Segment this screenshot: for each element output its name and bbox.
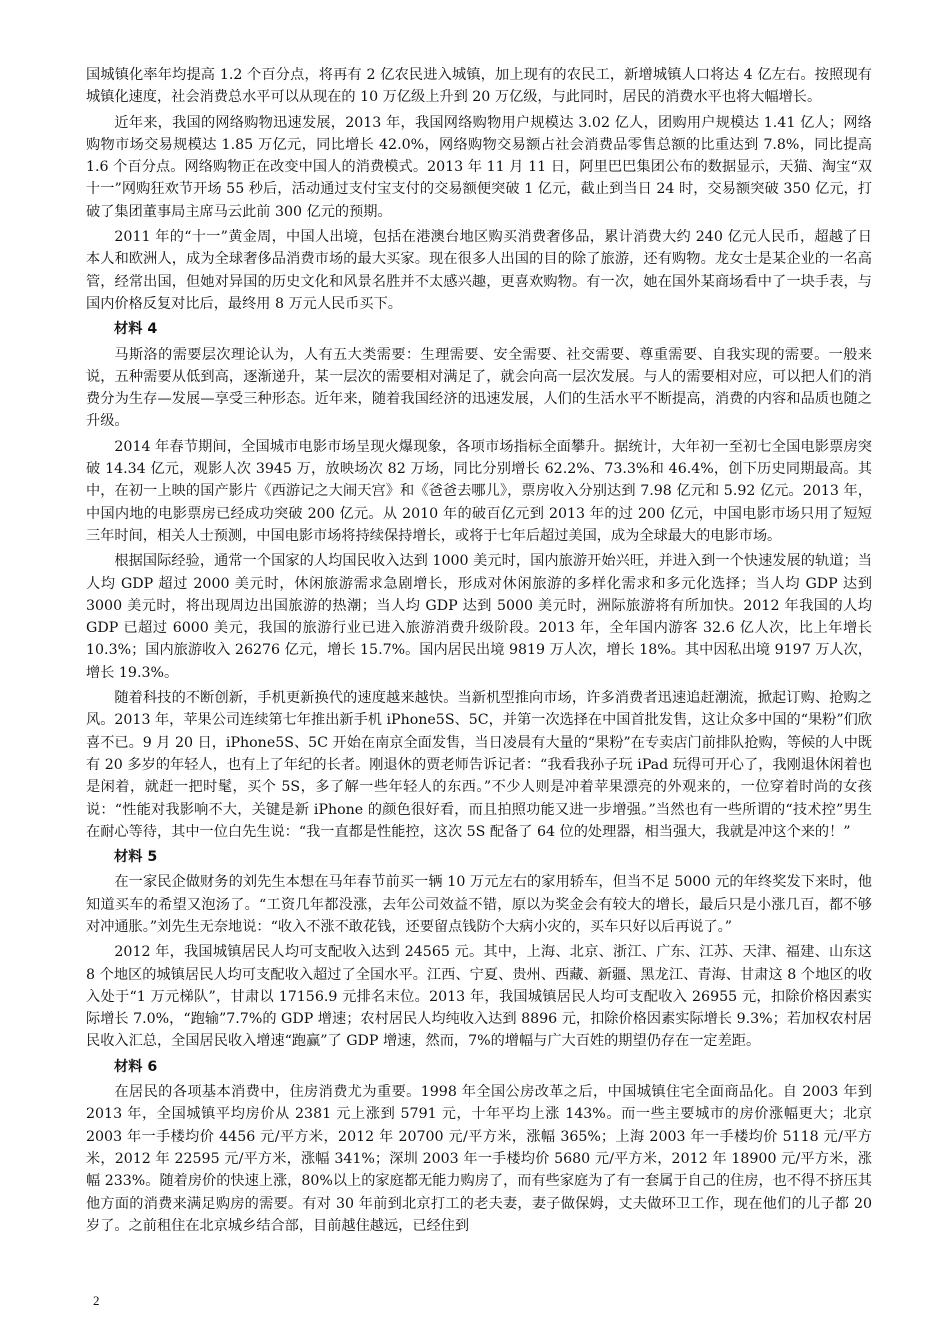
- paragraph: 2012 年，我国城镇居民人均可支配收入达到 24565 元。其中，上海、北京、浙江、广东、江苏、天津、福建、山东这 8 个地区的城镇居民人均可支配收入超过了全国水平。江西、宁夏、贵州、西藏、新疆、黑龙江、青海、甘肃这 8 个地区的收入处于“1 万元梯队”，甘肃以 17156.9 元排名末位。2013 年，我国城镇居民人均可支配收入 26955 元，扣除价格因素实际增长 7.0%，“跑输”7.7%的 GDP 增速；农村居民人均纯收入达到 8896 元，扣除价格因素实际增长 9.3%；若加权农村居民收入汇总，全国居民收入增速“跑赢”了 GDP 增速，然而，7%的增幅与广大百姓的期望仍存在一定差距。: [86, 944, 872, 1050]
- section-heading-material-6: 材料 6: [114, 1058, 158, 1075]
- paragraph: 在居民的各项基本消费中，住房消费尤为重要。1998 年全国公房改革之后，中国城镇住宅全面商品化。自 2003 年到 2013 年，全国城镇平均房价从 2381 元上涨到 5791 元，十年平均上涨 143%。而一些主要城市的房价涨幅更大；北京 2003 年一手楼均价 4456 元/平方米，2012 年 20700 元/平方米，涨幅 365%；上海 2003 年一手楼均价 5118 元/平方米，2012 年 22595 元/平方米，涨幅 341%；深圳 2003 年一手楼均价 5680 元/平方米，2012 年 18900 元/平方米，涨幅 233%。随着房价的快速上涨，80%以上的家庭都无能力购房了，而有些家庭为了有一套属于自己的住房，也不得不挤压其他方面的消费来满足购房的需要。有对 30 年前到北京打工的老夫妻，妻子做保姆，丈夫做环卫工作，现在他们的儿子都 20 岁了。之前租住在北京城乡结合部，目前越住越远，已经住到: [86, 1084, 872, 1234]
- paragraph: 2014 年春节期间，全国城市电影市场呈现火爆现象，各项市场指标全面攀升。据统计，大年初一至初七全国电影票房突破 14.34 亿元，观影人次 3945 万，放映场次 82 万场，同比分别增长 62.2%、73.3%和 46.4%，创下历史同期最高。其中，在初一上映的国产影片《西游记之大闹天宫》和《爸爸去哪儿》，票房收入分别达到 7.98 亿元和 5.92 亿元。2013 年，中国内地的电影票房已经成功突破 200 亿元。从 2010 年的破百亿元到 2013 年的过 200 亿元，中国电影市场只用了短短三年时间，相关人士预测，中国电影市场将持续保持增长，或将于七年后超过美国，成为全球最大的电影市场。: [86, 438, 872, 544]
- section-heading-material-4: 材料 4: [114, 321, 158, 338]
- section-heading-material-5: 材料 5: [114, 849, 158, 866]
- paragraph: 随着科技的不断创新，手机更新换代的速度越来越快。当新机型推向市场，许多消费者迅速追赶潮流，掀起订购、抢购之风。2013 年，苹果公司连续第七年推出新手机 iPhone5S、5C，并第一次选择在中国首批发售，这让众多中国的“果粉”们欣喜不已。9 月 20 日，iPhone5S、5C 开始在南京全面发售，当日凌晨有大量的“果粉”在专卖店门前排队抢购，等候的人中既有 20 多岁的年轻人，也有上了年纪的长者。刚退休的贾老师告诉记者：“我看我孙子玩 iPad 玩得可开心了，我刚退休闲着也是闲着，就赶一把时髦，买个 5S，多了解一些年轻人的东西。”不少人则是冲着苹果漂亮的外观来的，一位穿着时尚的女孩说：“性能对我影响不大，关键是新 iPhone 的颜色很好看，而且拍照功能又进一步增强。”当然也有一些所谓的“技术控”男生在耐心等待，其中一位白先生说：“我一直都是性能控，这次 5S 配备了 64 位的处理器，相当强大，我就是冲这个来的！”: [86, 690, 872, 840]
- document-body: [86, 64, 872, 1237]
- paragraph: 马斯洛的需要层次理论认为，人有五大类需要：生理需要、安全需要、社交需要、尊重需要、自我实现的需要。一般来说，五种需要从低到高，逐渐递升，某一层次的需要相对满足了，就会向高一层次发展。与人的需要相对应，可以把人们的消费分为生存—发展—享受三种形态。近年来，随着我国经济的迅速发展，人们的生活水平不断提高，消费的内容和品质也随之升级。: [86, 346, 872, 430]
- paragraph: 根据国际经验，通常一个国家的人均国民收入达到 1000 美元时，国内旅游开始兴旺，并进入到一个快速发展的轨道；当人均 GDP 超过 2000 美元时，休闲旅游需求急剧增长，形成对休闲旅游的多样化需求和多元化选择；当人均 GDP 达到 3000 美元时，将出现周边出国旅游的热潮；当人均 GDP 达到 5000 美元时，洲际旅游将有所加快。2012 年我国的人均 GDP 已超过 6000 美元，我国的旅游行业已进入旅游消费升级阶段。2013 年，全年国内游客 32.6 亿人次，比上年增长 10.3%；国内旅游收入 26276 亿元，增长 15.7%。国内居民出境 9819 万人次，增长 18%。其中因私出境 9197 万人次，增长 19.3%。: [86, 553, 872, 681]
- paragraph: 国城镇化率年均提高 1.2 个百分点，将再有 2 亿农民进入城镇，加上现有的农民工，新增城镇人口将达 4 亿左右。按照现有城镇化速度，社会消费总水平可以从现在的 10 万亿级上升到 20 万亿级，与此同时，居民的消费水平也将大幅增长。: [86, 67, 872, 106]
- paragraph: 2011 年的“十一”黄金周，中国人出境，包括在港澳台地区购买消费奢侈品，累计消费大约 240 亿元人民币，超越了日本人和欧洲人，成为全球奢侈品消费市场的最大买家。现在很多人出国的目的除了旅游，还有购物。龙女士是某企业的一名高管，经常出国，但她对异国的历史文化和风景名胜并不太感兴趣，更喜欢购物。有一次，她在国外某商场看中了一块手表，与国内价格反复对比后，最终用 8 万元人民币买下。: [86, 229, 872, 312]
- paragraph: 在一家民企做财务的刘先生本想在马年春节前买一辆 10 万元左右的家用轿车，但当不足 5000 元的年终奖发下来时，他知道买车的希望又泡汤了。“工资几年都没涨，去年公司效益不错，原以为奖金会有较大的增长，最后只是小涨几百，都不够对冲通胀。”刘先生无奈地说：“收入不涨不敢花钱，还要留点钱防个大病小灾的，买车只好以后再说了。”: [86, 874, 872, 935]
- paragraph: 近年来，我国的网络购物迅速发展，2013 年，我国网络购物用户规模达 3.02 亿人，团购用户规模达 1.41 亿人；网络购物市场交易规模达 1.85 万亿元，同比增长 42.0%，网络购物交易额占社会消费品零售总额的比重达到 7.8%，同比提高 1.6 个百分点。网络购物正在改变中国人的消费模式。2013 年 11 月 11 日，阿里巴巴集团公布的数据显示，天猫、淘宝“双十一”网购狂欢节开场 55 秒后，活动通过支付宝支付的交易额便突破 1 亿元，截止到当日 24 时，交易额突破 350 亿元，打破了集团董事局主席马云此前 300 亿元的预期。: [86, 114, 872, 220]
- page-number: 2: [93, 1293, 100, 1308]
